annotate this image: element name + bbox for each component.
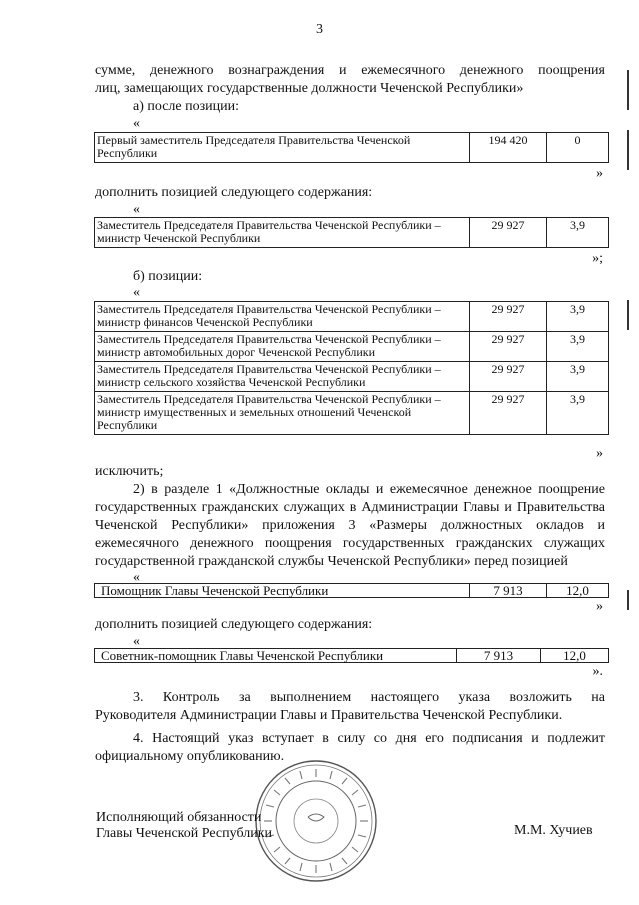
scan-edge-mark (627, 300, 629, 330)
salary-value: 7 913 (470, 584, 547, 598)
table-row (95, 362, 609, 392)
para4-line-1: 4. Настоящий указ вступает в силу со дня его подписания и подлежит (133, 731, 605, 746)
position-name: Заместитель Председателя Правительства Чеченской Республики – министр имущественных и земельных отношений Чеченской Республики (95, 392, 470, 435)
para2-line-5: государственной гражданской службы Чеченской Республики» перед позицией (95, 554, 568, 569)
para3-line-2: Руководителя Администрации Главы и Правительства Чеченской Республики. (95, 708, 563, 723)
table-excluded-positions (94, 301, 609, 435)
close-quote: » (596, 599, 603, 614)
position-name: Заместитель Председателя Правительства Чеченской Республики – министр автомобильных дорог Чеченской Республики (95, 332, 470, 362)
table-row (95, 218, 609, 248)
scan-edge-mark (627, 70, 629, 110)
open-quote: « (133, 634, 140, 649)
para2-line-1: 2) в разделе 1 «Должностные оклады и ежемесячное денежное поощрение (133, 482, 605, 497)
position-name: Первый заместитель Председателя Правительства Чеченской Республики (95, 133, 470, 163)
table-row (95, 302, 609, 332)
supplement-label: дополнить позицией следующего содержания: (95, 185, 373, 200)
salary-value: 7 913 (457, 649, 541, 663)
close-quote-period: ». (592, 664, 603, 679)
close-quote-semicolon: »; (592, 251, 603, 266)
signer-position-line-1: Исполняющий обязанности (96, 810, 262, 825)
salary-value: 29 927 (470, 302, 547, 332)
para2-line-4: ежемесячного денежного поощрения государственных гражданских служащих (95, 536, 605, 551)
table-row (95, 332, 609, 362)
para2-line-2: государственных гражданских служащих в Администрации Главы и Правительства (95, 500, 605, 515)
official-seal-icon (252, 757, 380, 885)
open-quote: « (133, 116, 140, 131)
coefficient-value: 3,9 (547, 302, 609, 332)
position-name: Заместитель Председателя Правительства Чеченской Республики – министр Чеченской Республики (95, 218, 470, 248)
table-row (95, 584, 609, 598)
table-position-a (94, 132, 609, 163)
coefficient-value: 12,0 (541, 649, 609, 663)
intro-line-2: лиц, замещающих государственные должности Чеченской Республики» (95, 81, 524, 96)
position-name: Заместитель Председателя Правительства Чеченской Республики – министр сельского хозяйства Чеченской Республики (95, 362, 470, 392)
page-number: 3 (316, 22, 323, 37)
coefficient-value: 3,9 (547, 392, 609, 435)
signer-name: М.М. Хучиев (514, 823, 593, 838)
table-row (95, 133, 609, 163)
exclude-label: исключить; (95, 464, 164, 479)
coefficient-value: 3,9 (547, 332, 609, 362)
table-new-position (94, 217, 609, 248)
position-name: Заместитель Председателя Правительства Чеченской Республики – министр финансов Чеченской Республики (95, 302, 470, 332)
salary-value: 29 927 (470, 332, 547, 362)
supplement-label-2: дополнить позицией следующего содержания: (95, 617, 373, 632)
position-name: Помощник Главы Чеченской Республики (95, 584, 470, 598)
para2-line-3: Чеченской Республики» приложения 3 «Размеры должностных окладов и (95, 518, 605, 533)
table-row (95, 649, 609, 663)
scan-edge-mark (627, 130, 629, 170)
open-quote: « (133, 285, 140, 300)
coefficient-value: 0 (547, 133, 609, 163)
close-quote: » (596, 446, 603, 461)
table-advisor-position (94, 648, 609, 663)
salary-value: 29 927 (470, 362, 547, 392)
position-name: Советник-помощник Главы Чеченской Республики (95, 649, 457, 663)
subpoint-a-label: а) после позиции: (133, 99, 240, 114)
para4-line-2: официальному опубликованию. (95, 749, 285, 764)
intro-line-1: сумме, денежного вознаграждения и ежемесячного денежного поощрения (95, 63, 605, 78)
open-quote: « (133, 202, 140, 217)
coefficient-value: 3,9 (547, 218, 609, 248)
coefficient-value: 3,9 (547, 362, 609, 392)
scan-edge-mark (627, 590, 629, 610)
table-assistant-position (94, 583, 609, 598)
coefficient-value: 12,0 (547, 584, 609, 598)
subpoint-b-label: б) позиции: (133, 269, 203, 284)
open-quote: « (133, 570, 140, 585)
close-quote: » (596, 166, 603, 181)
table-row (95, 392, 609, 435)
para3-line-1: 3. Контроль за выполнением настоящего указа возложить на (133, 690, 605, 705)
signer-position-line-2: Главы Чеченской Республики (96, 826, 272, 841)
salary-value: 29 927 (470, 218, 547, 248)
salary-value: 29 927 (470, 392, 547, 435)
salary-value: 194 420 (470, 133, 547, 163)
